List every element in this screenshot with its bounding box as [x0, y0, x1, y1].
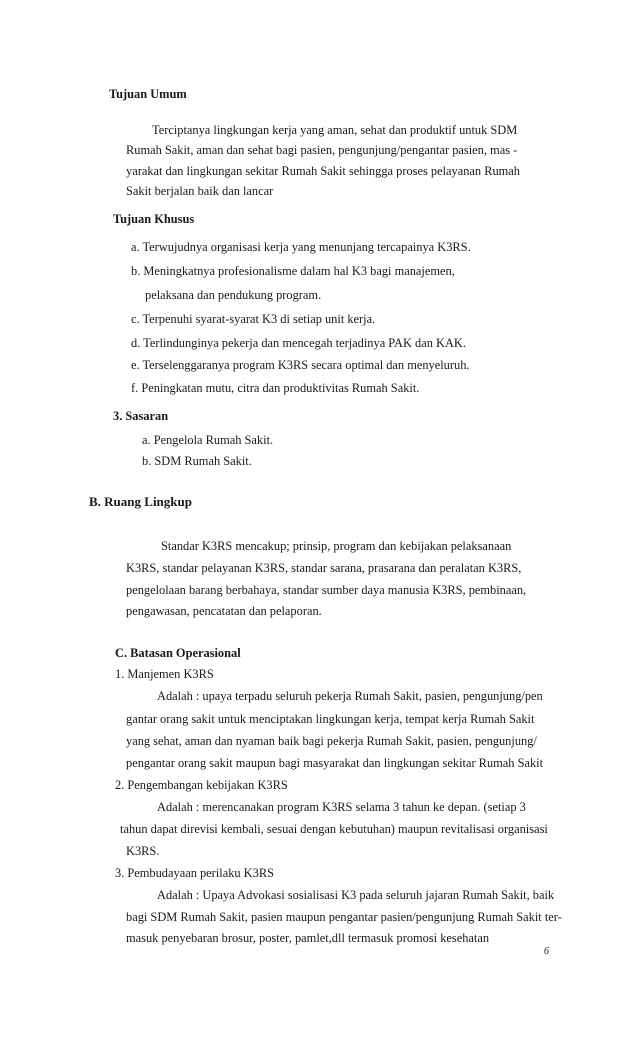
batasan-item-line: Adalah : Upaya Advokasi sosialisasi K3 pada seluruh jajaran Rumah Sakit, baik — [157, 888, 555, 902]
tujuan-khusus-item: c. Terpenuhi syarat-syarat K3 di setiap unit kerja. — [131, 312, 376, 326]
batasan-item-title: 1. Manjemen K3RS — [115, 667, 214, 681]
batasan-item-line: Adalah : upaya terpadu seluruh pekerja Rumah Sakit, pasien, pengunjung/pen — [157, 689, 543, 703]
batasan-item-line: bagi SDM Rumah Sakit, pasien maupun pengantar pasien/pengunjung Rumah Sakit ter- — [126, 910, 562, 924]
batasan-item-line: masuk penyebaran brosur, poster, pamlet,dll termasuk promosi kesehatan — [126, 931, 490, 945]
tujuan-umum-line: Rumah Sakit, aman dan sehat bagi pasien, pengunjung/pengantar pasien, mas - — [126, 143, 518, 157]
batasan-item-title: 3. Pembudayaan perilaku K3RS — [115, 866, 274, 880]
tujuan-khusus-item: f. Peningkatan mutu, citra dan produktivitas Rumah Sakit. — [131, 381, 420, 395]
batasan-item-line: pengantar orang sakit maupun bagi masyarakat dan lingkungan sekitar Rumah Sakit — [126, 756, 544, 770]
ruang-lingkup-line: pengawasan, pencatatan dan pelaporan. — [126, 604, 322, 618]
tujuan-umum-line: yarakat dan lingkungan sekitar Rumah Sakit sehingga proses pelayanan Rumah — [126, 164, 520, 178]
batasan-item-title: 2. Pengembangan kebijakan K3RS — [115, 778, 288, 792]
ruang-lingkup-line: K3RS, standar pelayanan K3RS, standar sarana, prasarana dan peralatan K3RS, — [126, 561, 522, 575]
tujuan-umum-heading: Tujuan Umum — [109, 87, 187, 101]
sasaran-item: b. SDM Rumah Sakit. — [142, 454, 252, 468]
tujuan-khusus-item: a. Terwujudnya organisasi kerja yang menunjang tercapainya K3RS. — [131, 240, 471, 254]
tujuan-khusus-item: d. Terlindunginya pekerja dan mencegah terjadinya PAK dan KAK. — [131, 336, 466, 350]
page-number: 6 — [544, 946, 549, 957]
tujuan-khusus-item: pelaksana dan pendukung program. — [145, 288, 322, 302]
tujuan-khusus-heading: Tujuan Khusus — [113, 212, 195, 226]
ruang-lingkup-heading: B. Ruang Lingkup — [89, 494, 192, 509]
tujuan-umum-line: Sakit berjalan baik dan lancar — [126, 184, 274, 198]
tujuan-umum-line: Terciptanya lingkungan kerja yang aman, sehat dan produktif untuk SDM — [152, 123, 518, 137]
batasan-item-line: Adalah : merencanakan program K3RS selama 3 tahun ke depan. (setiap 3 — [157, 800, 526, 814]
ruang-lingkup-line: pengelolaan barang berbahaya, standar sumber daya manusia K3RS, pembinaan, — [126, 583, 527, 597]
batasan-item-line: gantar orang sakit untuk menciptakan lingkungan kerja, tempat kerja Rumah Sakit — [126, 712, 535, 726]
ruang-lingkup-line: Standar K3RS mencakup; prinsip, program dan kebijakan pelaksanaan — [161, 539, 512, 553]
batasan-item-line: K3RS. — [126, 844, 160, 858]
batasan-item-line: tahun dapat direvisi kembali, sesuai dengan kebutuhan) maupun revitalisasi organisasi — [120, 822, 548, 836]
tujuan-khusus-item: e. Terselenggaranya program K3RS secara optimal dan menyeluruh. — [131, 358, 470, 372]
sasaran-heading: 3. Sasaran — [113, 409, 169, 423]
tujuan-khusus-item: b. Meningkatnya profesionalisme dalam hal K3 bagi manajemen, — [131, 264, 455, 278]
batasan-item-line: yang sehat, aman dan nyaman baik bagi pekerja Rumah Sakit, pasien, pengunjung/ — [126, 734, 537, 748]
batasan-operasional-heading: C. Batasan Operasional — [115, 646, 241, 660]
sasaran-item: a. Pengelola Rumah Sakit. — [142, 433, 274, 447]
